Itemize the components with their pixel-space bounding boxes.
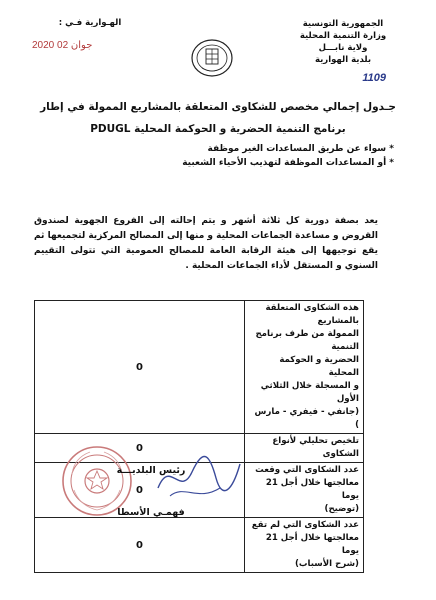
row-label-line: (توضيح) [324, 504, 359, 514]
header-line-ministry: وزارة التنمية المحلية [299, 31, 387, 41]
row-label-line: (شرح الأسباب) [294, 559, 359, 569]
title-line-1: جـدول إجمالي مخصص للشكاوى المتعلقة بالمشاريع الممولة في إطار [40, 101, 396, 113]
header-line-governorate: ولاية نابـــل [318, 43, 368, 53]
bullet-list [94, 142, 394, 170]
table-row [35, 301, 364, 434]
table-row [35, 518, 364, 573]
row-value: 0 [35, 434, 245, 463]
signatory-name: فهمـي الأسطا [117, 507, 185, 518]
row-value: 0 [35, 463, 245, 518]
row-label-line: عدد الشكاوى التي وقعت [255, 465, 359, 475]
row-label-line: و المسجلة خلال الثلاثي الأول [260, 381, 359, 404]
row-label-line: تلخيص تحليلي لأنواع الشكاوى [272, 436, 359, 459]
complaints-table [34, 300, 364, 573]
location-date-label: الهـوارية فـي : [58, 18, 122, 28]
header-line-municipality: بلدية الهوارية [314, 55, 372, 65]
row-label-line: معالجتها خلال أجل 21 يوما [265, 533, 359, 556]
row-value: 0 [35, 301, 245, 434]
row-value: 0 [35, 518, 245, 573]
row-label-line: عدد الشكاوى التي لم تقع [251, 520, 359, 530]
reference-number: 1109 [362, 72, 386, 84]
signatory-title: رئيس البلديـــة [116, 465, 186, 476]
row-label [245, 463, 364, 518]
handwritten-signature-icon [150, 448, 246, 508]
bullet-item: * سواء عن طريق المساعدات الغير موظفة [207, 144, 394, 154]
header-line-republic: الجمهورية التونسية [302, 19, 384, 29]
row-label [245, 434, 364, 463]
municipality-emblem-icon [190, 38, 234, 78]
row-label [245, 301, 364, 434]
row-label [245, 518, 364, 573]
row-label-line: (جانفي - فيفري - مارس ) [254, 407, 359, 430]
row-label-line: معالجتها خلال أجل 21 يوما [265, 478, 359, 501]
received-date-stamp: 2020 جوان 02 [32, 40, 93, 51]
title-line-2: برنامج التنمية الحضرية و الحوكمة المحلية PDUGL [90, 123, 346, 135]
bullet-item: * أو المساعدات الموظفة لتهذيب الأحياء الشعبية [182, 158, 394, 168]
row-label-line: هذه الشكاوى المتعلقة بالمشاريع [265, 303, 359, 326]
body-paragraph: يعد بصفة دورية كل ثلاثة أشهر و يتم إحالته إلى الفروع الجهوية لصندوق القروض و مساعدة الجماعات المحلية و منها إلى المصالح المركزية لتجميعها ثم يقع توجيهها إلى هيئة الرقابة العامة للمصالح العمومية التي تتولى التقييم السنوي و المستقل لأداء الجماعات المحلية . [34, 216, 378, 271]
institution-header [288, 18, 398, 66]
document-title [28, 96, 408, 140]
row-label-line: الممولة من طرف برنامج التنمية [255, 329, 359, 352]
row-label-line: الحضرية و الحوكمة المحلية [279, 355, 359, 378]
